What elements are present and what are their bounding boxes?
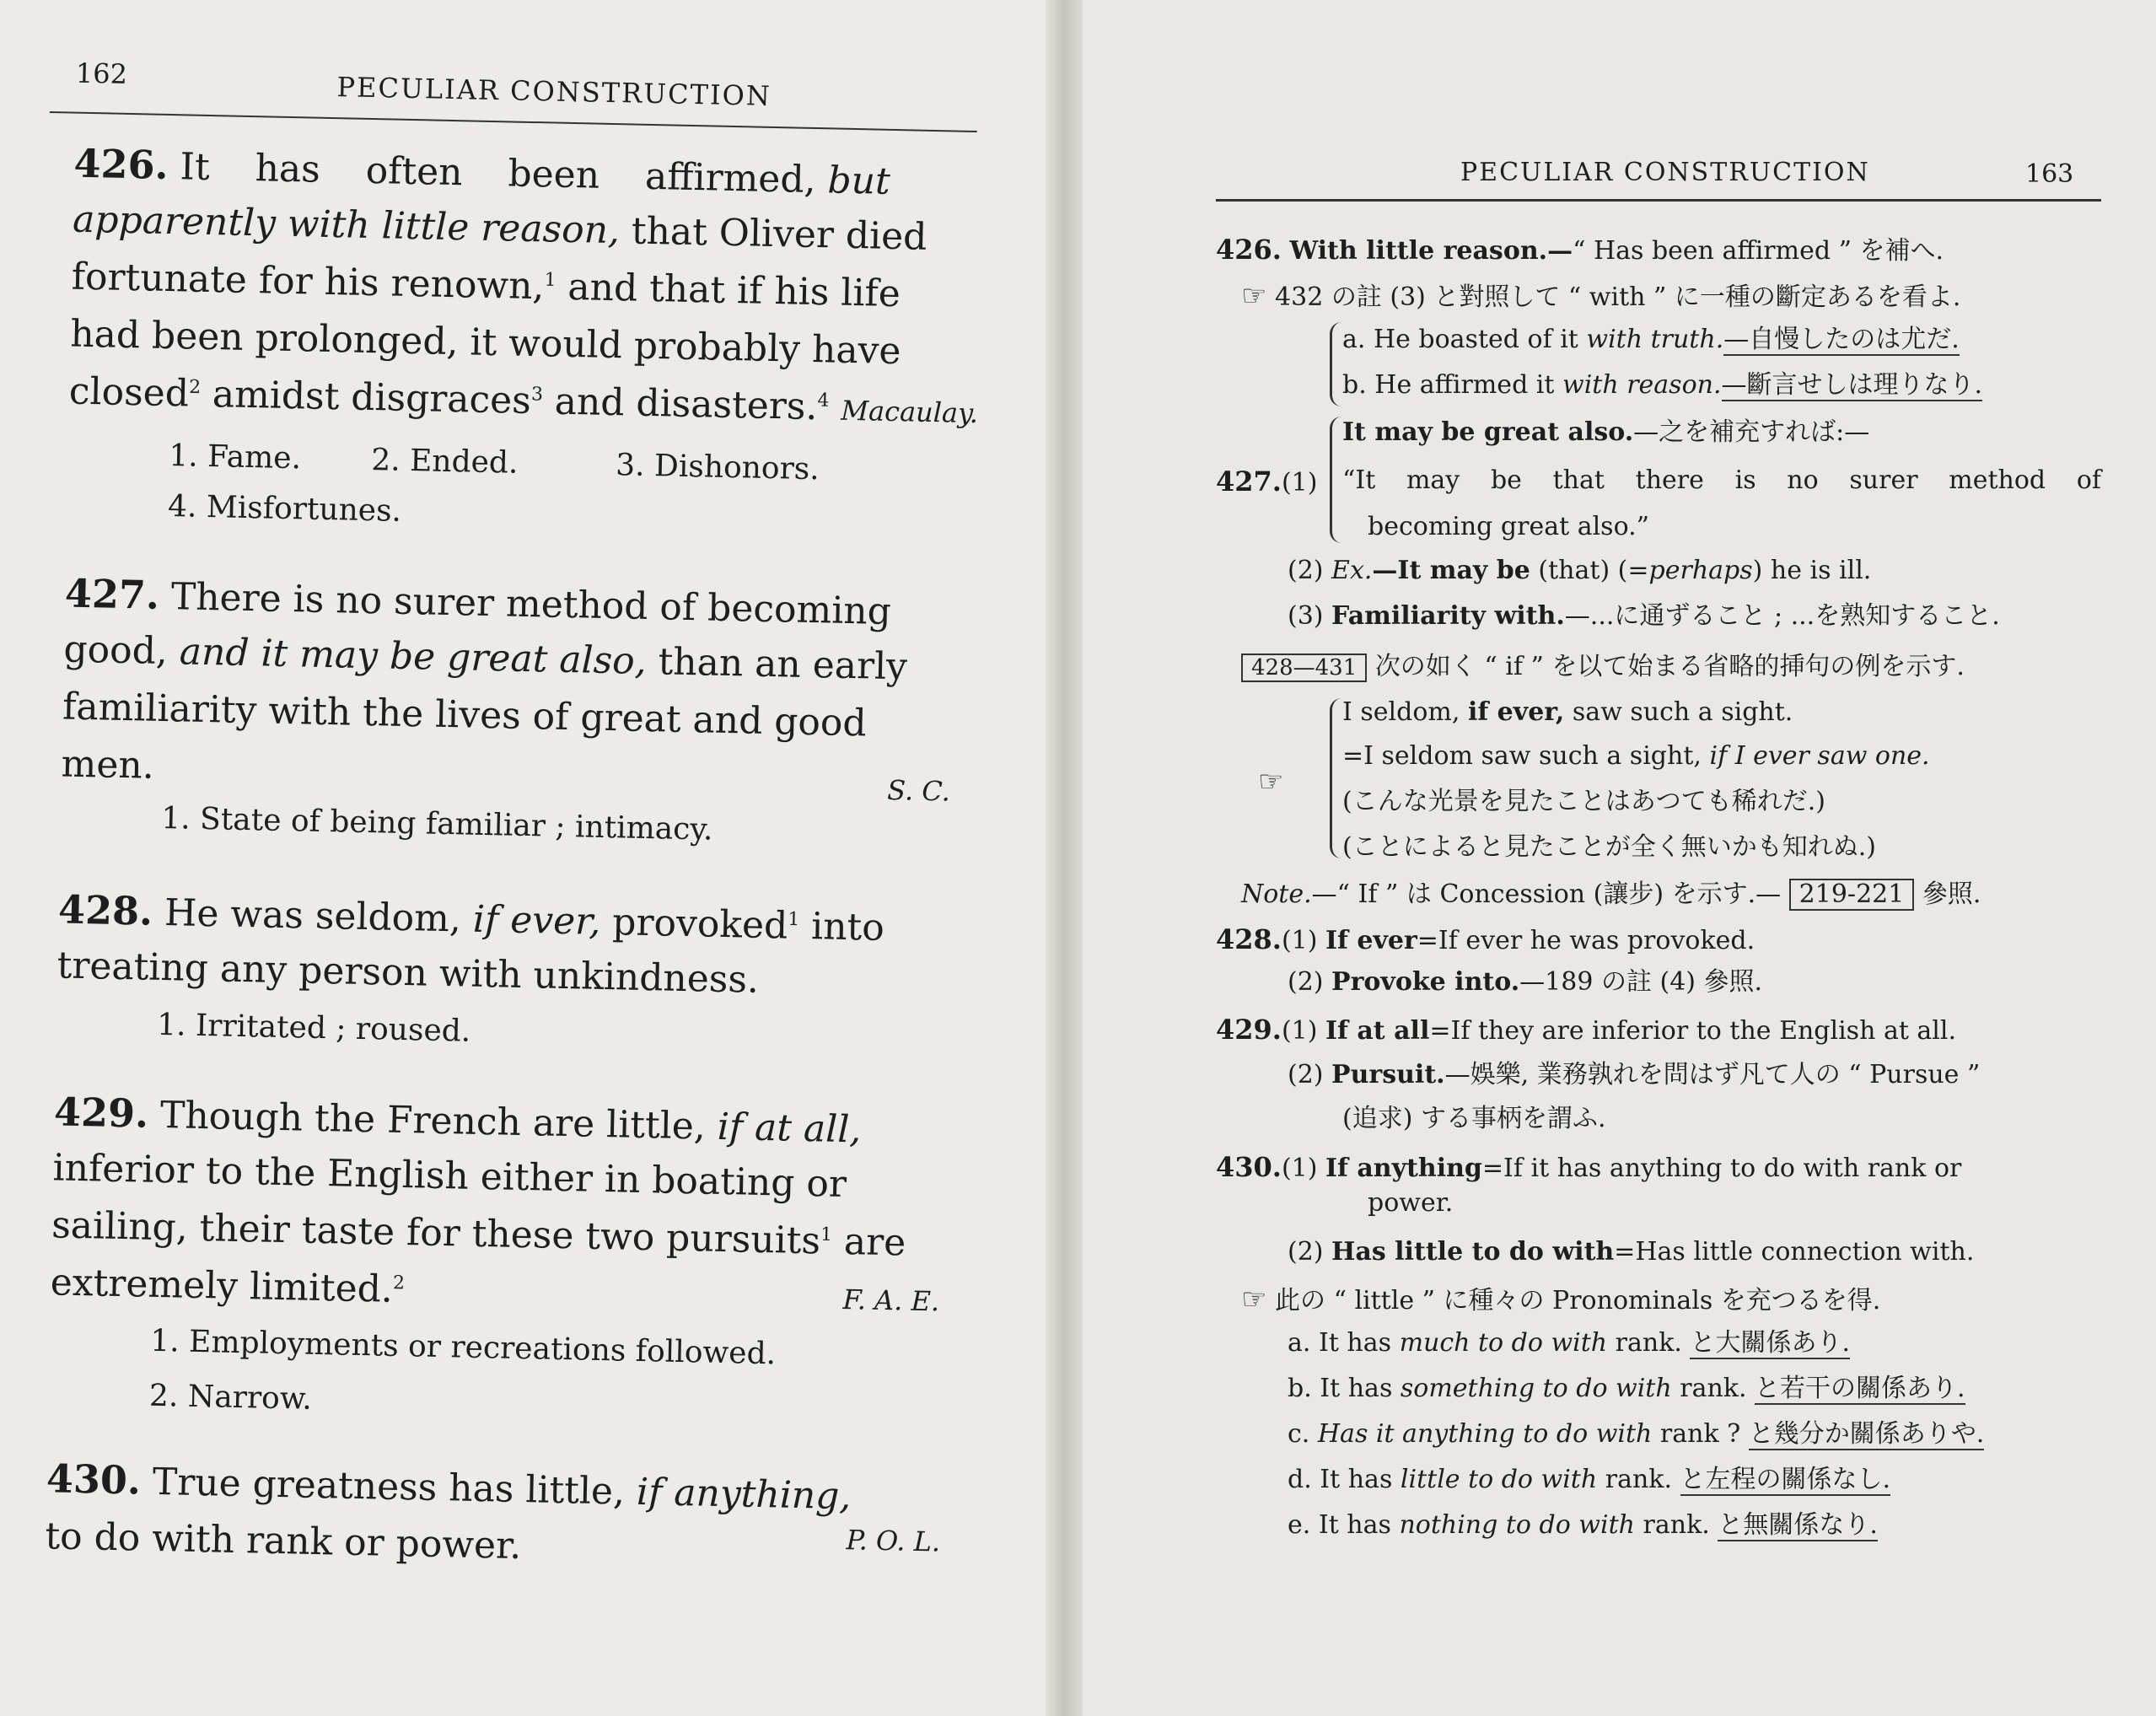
note-426-example-b: b. He affirmed it with reason.—斷言せしは理りなり. (1342, 370, 1983, 400)
entry-426-line-2: apparently with little reason, that Oliver died (72, 197, 927, 259)
entry-427-line-3: familiarity with the lives of great and good (62, 685, 868, 745)
note-426-line-1: 426. With little reason.—“ Has been affirmed ” を補へ. (1216, 234, 1944, 266)
entry-number-426: 426. (73, 140, 169, 188)
footnote-426-2: 2. Ended. (370, 443, 519, 481)
note-428-431-hand (1258, 765, 1284, 799)
pointing-hand-icon: ☞ (1258, 765, 1284, 799)
example-seldom-1: I seldom, if ever, saw such a sight. (1342, 697, 1793, 727)
note-427-line-2: “It may be that there is no surer method of (1342, 465, 2101, 495)
entry-426-line-5: closed$^2$ amidst disgraces$^3$ and disasters.$^4$ Macaulay. (68, 369, 979, 430)
source-pol: P. O. L. (846, 1524, 941, 1558)
note-428-item-1: 428.(1) If ever=If ever he was provoked. (1216, 923, 1755, 955)
note-430-item-2: (2) Has little to do with=Has little connection with. (1288, 1237, 1975, 1267)
note-427-number: 427.(1) (1216, 465, 1318, 498)
entry-427-line-2: good, and it may be great also, than an early (63, 627, 908, 689)
note-427-line-1: It may be great also.—之を補充すれば:— (1342, 417, 1870, 447)
left-page-number: 162 (75, 56, 128, 90)
entry-number-428: 428. (57, 886, 153, 934)
footnote-426-3: 3. Dishonors. (615, 448, 820, 487)
right-page-number: 163 (2025, 159, 2074, 189)
cross-reference-box: 428—431 (1241, 654, 1367, 682)
note-429-item-1: 429.(1) If at all=If they are inferior to the English at all. (1216, 1014, 1957, 1046)
entry-427-line-4: men. (61, 742, 155, 788)
example-a: a. It has much to do with rank. と大關係あり. (1288, 1328, 1851, 1358)
entry-430-line-1: 430. True greatness has little, if anything, (46, 1455, 852, 1519)
left-page-content (0, 0, 1064, 1716)
note-concession: Note.—“ If ” は Concession (讓步) を示す.— 219-221 參照. (1241, 880, 1981, 909)
footnote-429-2: 2. Narrow. (148, 1378, 313, 1417)
right-page-content (1064, 0, 2156, 1716)
cross-reference-box: 219-221 (1789, 879, 1915, 911)
right-page (1064, 0, 2156, 1716)
note-430-line-2: power. (1368, 1188, 1454, 1218)
pointing-hand-icon: ☞ (1241, 279, 1267, 313)
entry-429-line-1: 429. Though the French are little, if at all, (53, 1089, 862, 1152)
entry-number-427: 427. (64, 570, 160, 618)
footnote-426-4: 4. Misfortunes. (167, 489, 402, 529)
note-427-item-2: (2) Ex.—It may be (that) (=perhaps) he is ill. (1288, 556, 1872, 585)
example-c: c. Has it anything to do with rank ? と幾分か關係ありや. (1288, 1419, 1985, 1449)
note-429-item-2: (2) Pursuit.—娛樂, 業務孰れを問はず凡て人の “ Pursue ” (1288, 1060, 1981, 1089)
entry-426-line-4: had been prolonged, it would probably have (69, 312, 902, 374)
entry-427-line-1: 427. There is no surer method of becoming (64, 570, 892, 634)
entry-number-430: 430. (46, 1455, 142, 1504)
entry-429-line-4: extremely limited.$^2$ (50, 1261, 406, 1311)
left-running-header: PECULIAR CONSTRUCTION (336, 71, 772, 112)
example-seldom-3: (こんな光景を見たことはあつても稀れだ.) (1342, 787, 1825, 816)
entry-428-line-2: treating any person with unkindness. (56, 944, 760, 1002)
note-426-line-2: ☞ 432 の註 (3) と對照して “ with ” に一種の斷定あるを看よ. (1241, 279, 1961, 313)
footnote-428-1: 1. Irritated ; roused. (156, 1007, 471, 1049)
example-d: d. It has little to do with rank. と左程の關係なし. (1288, 1465, 1891, 1494)
footnote-426-1: 1. Fame. (168, 438, 302, 476)
note-429-line-3: (追求) する事柄を謂ふ. (1342, 1104, 1606, 1133)
entry-426-line-3: fortunate for his renown,$^1$ and that if his life (71, 255, 901, 316)
note-number-426: 426. (1216, 234, 1282, 266)
footnote-429-1: 1. Employments or recreations followed. (149, 1323, 777, 1372)
entry-429-line-2: inferior to the English either in boating or (52, 1146, 847, 1207)
note-430-pronominals: ☞ 此の “ little ” に種々の Pronominals を充つるを得. (1241, 1283, 1881, 1316)
example-seldom-2: =I seldom saw such a sight, if I ever saw one. (1342, 741, 1930, 771)
note-428-item-2: (2) Provoke into.—189 の註 (4) 參照. (1288, 967, 1763, 997)
entry-429-line-3: sailing, their taste for these two pursuits$^1$ are (51, 1203, 906, 1265)
entry-428-line-1: 428. He was seldom, if ever, provoked$^1$ into (57, 886, 885, 949)
footnote-427-1: 1. State of being familiar ; intimacy. (160, 800, 713, 847)
example-seldom-4: (ことによると見たことが全く無いかも知れぬ.) (1342, 832, 1876, 862)
note-430-item-1: 430.(1) If anything=If it has anything to do with rank or (1216, 1151, 1962, 1183)
source-fae: F. A. E. (842, 1283, 940, 1318)
note-428-431-header: 428—431 次の如く “ if ” を以て始まる省略的挿句の例を示す. (1241, 654, 1965, 682)
source-macaulay: Macaulay. (840, 394, 979, 430)
example-b: b. It has something to do with rank. と若干の關係あり. (1288, 1374, 1965, 1403)
entry-430-line-2: to do with rank or power. (44, 1514, 522, 1568)
left-page (0, 0, 1064, 1716)
entry-number-429: 429. (53, 1089, 149, 1137)
example-e: e. It has nothing to do with rank. と無關係なり. (1288, 1510, 1878, 1540)
note-427-item-3: (3) Familiarity with.—...に通ずること ; ...を熟知すること. (1288, 601, 2000, 631)
pointing-hand-icon: ☞ (1241, 1283, 1267, 1316)
brace (1330, 698, 1342, 858)
brace (1330, 417, 1342, 543)
entry-426-line-1: 426. It has often been affirmed, but (73, 140, 891, 203)
header-rule (50, 111, 977, 132)
book-gutter (1046, 0, 1083, 1716)
note-426-example-a: a. He boasted of it with truth.—自慢したのは尤だ. (1342, 325, 1960, 354)
brace (1330, 322, 1342, 406)
right-running-header: PECULIAR CONSTRUCTION (1460, 158, 1870, 187)
note-427-line-3: becoming great also.” (1368, 512, 1649, 541)
source-sc: S. C. (886, 773, 951, 808)
header-rule (1216, 199, 2101, 202)
